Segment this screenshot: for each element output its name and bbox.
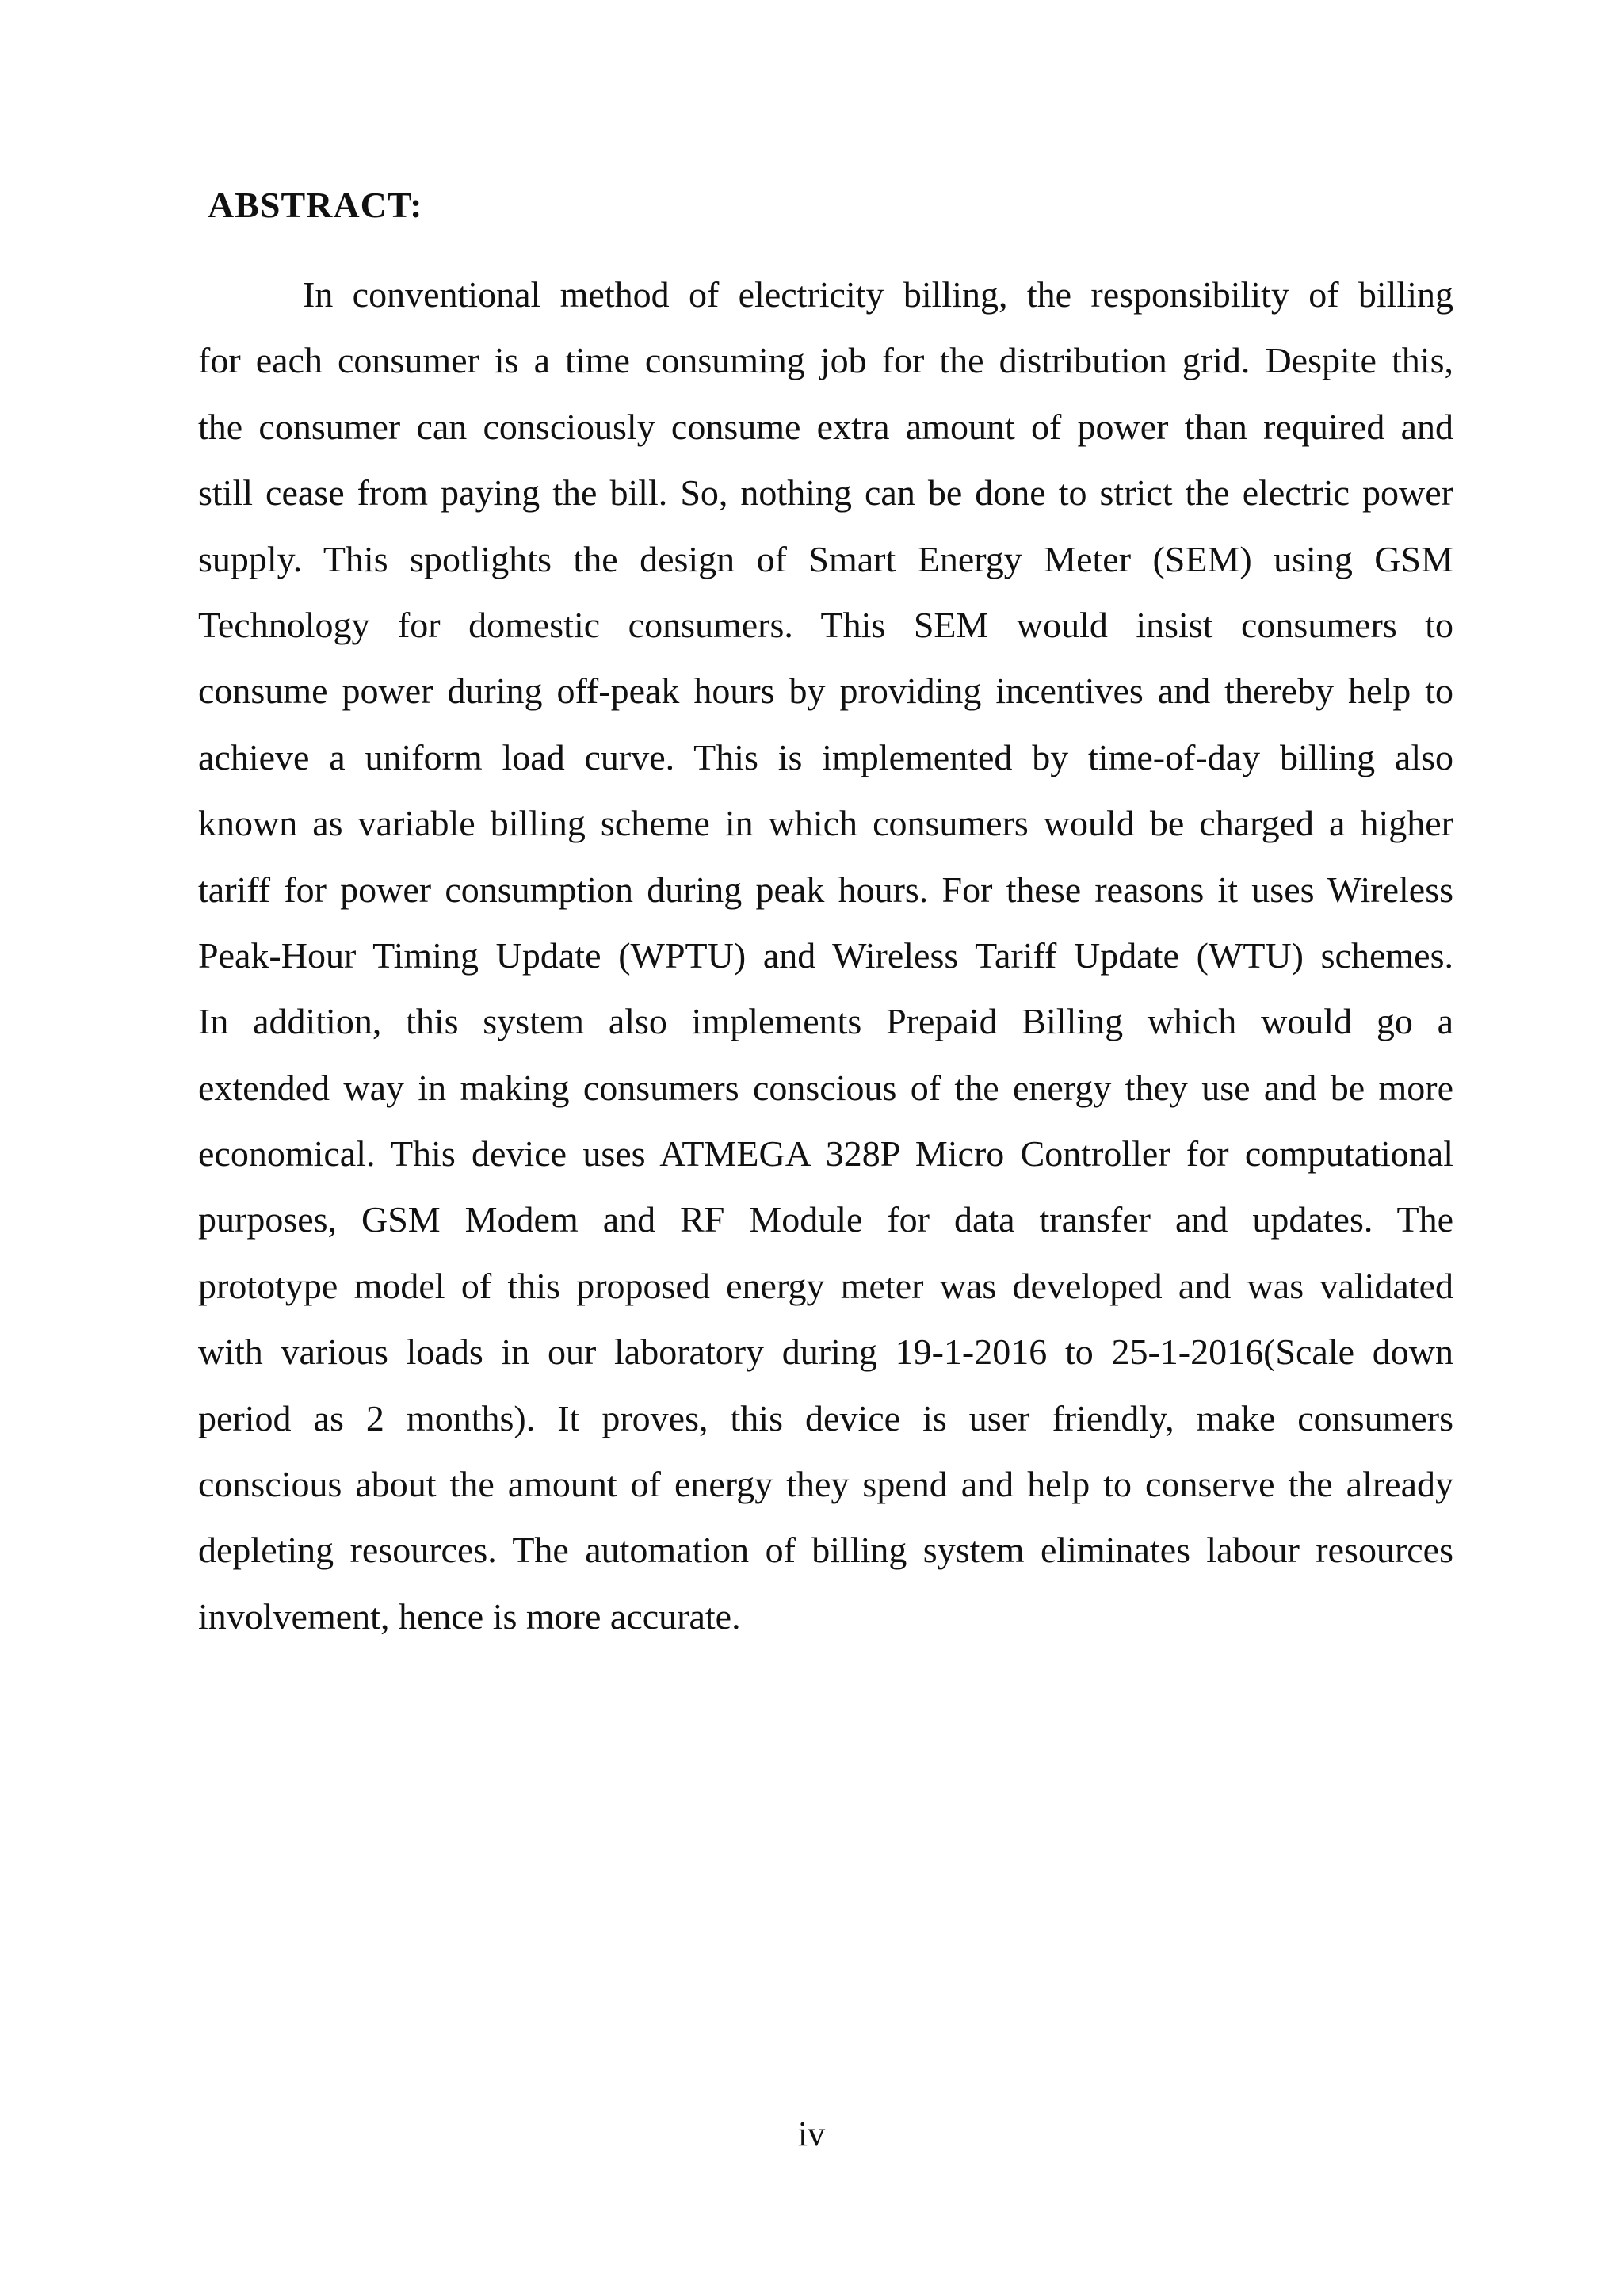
paragraph-line: tariff for power consumption during peak hours. For these reasons it uses Wireless — [198, 869, 1453, 910]
paragraph-line: still cease from paying the bill. So, nothing can be done to strict the electric power — [198, 472, 1453, 514]
paragraph-line: prototype model of this proposed energy meter was developed and was validated — [198, 1265, 1453, 1306]
paragraph-line: conscious about the amount of energy they spend and help to conserve the already — [198, 1464, 1453, 1505]
paragraph-line: depleting resources. The automation of billing system eliminates labour resources — [198, 1530, 1453, 1571]
paragraph-line: In conventional method of electricity billing, the responsibility of billing — [303, 274, 1453, 315]
paragraph-line: consume power during off-peak hours by providing incentives and thereby help to — [198, 670, 1453, 712]
paragraph-line: Peak-Hour Timing Update (WPTU) and Wireless Tariff Update (WTU) schemes. — [198, 934, 1453, 976]
paragraph-line: known as variable billing scheme in which consumers would be charged a higher — [198, 803, 1453, 844]
paragraph-line: period as 2 months). It proves, this device is user friendly, make consumers — [198, 1397, 1453, 1438]
abstract-heading: ABSTRACT: — [208, 185, 423, 225]
page-number: iv — [797, 2115, 826, 2153]
paragraph-line: involvement, hence is more accurate. — [198, 1595, 741, 1637]
abstract-paragraph — [198, 262, 1453, 1649]
paragraph-line: economical. This device uses ATMEGA 328P Micro Controller for computational — [198, 1133, 1453, 1175]
paragraph-line: Technology for domestic consumers. This SEM would insist consumers to — [198, 604, 1453, 645]
paragraph-line: for each consumer is a time consuming job for the distribution grid. Despite this, — [198, 340, 1453, 381]
paragraph-line: In addition, this system also implements Prepaid Billing which would go a — [198, 1001, 1453, 1042]
paragraph-line: with various loads in our laboratory during 19-1-2016 to 25-1-2016(Scale down — [198, 1331, 1453, 1373]
paragraph-line: extended way in making consumers conscious of the energy they use and be more — [198, 1067, 1453, 1108]
paragraph-line: supply. This spotlights the design of Smart Energy Meter (SEM) using GSM — [198, 538, 1453, 579]
paragraph-line: the consumer can consciously consume extra amount of power than required and — [198, 406, 1453, 447]
paragraph-line: achieve a uniform load curve. This is implemented by time-of-day billing also — [198, 736, 1453, 777]
paragraph-line: purposes, GSM Modem and RF Module for data transfer and updates. The — [198, 1199, 1453, 1240]
